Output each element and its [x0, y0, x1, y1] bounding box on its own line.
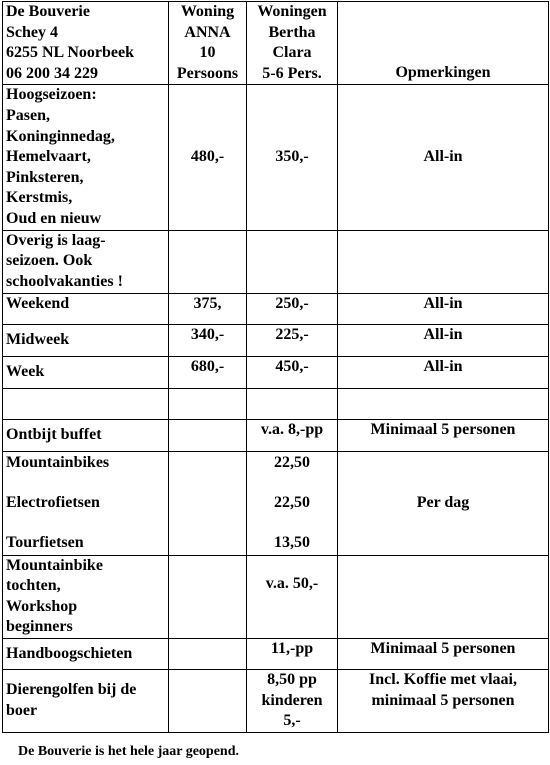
header-anna-line: 10 [199, 44, 216, 62]
label-line: Kerstmis, [6, 189, 73, 207]
header-row [3, 2, 549, 85]
weekend-label: Weekend [3, 293, 169, 324]
price-bertha: 350,- [247, 85, 338, 230]
dierengolfen-label [3, 669, 169, 732]
empty-cell [169, 451, 247, 555]
price-anna: 680,- [169, 356, 247, 388]
label-line: Mountainbikes [6, 453, 110, 471]
remark: Minimaal 5 personen [338, 419, 549, 451]
hoogseizoen-label [3, 85, 169, 230]
empty-cell [338, 230, 549, 293]
remark-line: minimaal 5 personen [371, 691, 515, 709]
remark: All-in [338, 356, 549, 388]
label-line: seizoen. Ook [6, 252, 93, 270]
label-line: Mountainbike [6, 556, 103, 574]
dierengolfen-price [247, 669, 338, 732]
price-line: 8,50 pp [267, 670, 317, 688]
empty-cell [338, 388, 549, 419]
remark-line: Incl. Koffie met vlaai, [369, 670, 517, 688]
header-bertha-clara [247, 2, 338, 85]
empty-cell [169, 388, 247, 419]
remark: Minimaal 5 personen [338, 638, 549, 669]
midweek-label: Midweek [3, 324, 169, 356]
label-line: schoolvakanties ! [6, 272, 123, 290]
row-handboog [3, 638, 549, 669]
label-line: Overig is laag- [6, 231, 106, 249]
price-anna: 480,- [169, 85, 247, 230]
price-bertha: 250,- [247, 293, 338, 324]
empty-cell [169, 555, 247, 638]
dierengolfen-remark [338, 669, 549, 732]
header-bertha-line: Woningen [257, 3, 327, 20]
remark: All-in [338, 293, 549, 324]
price-line: 13,50 [274, 533, 310, 551]
fietsen-prices [247, 451, 338, 555]
footer-note: De Bouverie is het hele jaar geopend. [18, 744, 239, 759]
label-line: Dierengolfen bij de [6, 681, 137, 699]
remark: All-in [338, 324, 549, 356]
price-bertha: v.a. 50,- [247, 555, 338, 638]
address-cell [3, 2, 169, 85]
label-line: Hemelvaart, [6, 148, 91, 166]
label-line: beginners [6, 618, 73, 636]
row-empty [3, 388, 549, 419]
row-overig [3, 230, 549, 293]
label-line: Workshop [6, 597, 78, 615]
header-anna-line: Woning [180, 3, 235, 20]
row-week [3, 356, 549, 388]
price-line: 5,- [283, 712, 301, 730]
price-line: 22,50 [274, 493, 310, 511]
address-street: Schey 4 [6, 23, 58, 41]
label-line: Pasen, [6, 106, 50, 124]
label-line: Koninginnedag, [6, 127, 115, 145]
mtb-tochten-label [3, 555, 169, 638]
address-city: 6255 NL Noorbeek [6, 44, 134, 62]
address-name: De Bouverie [6, 3, 90, 20]
row-midweek [3, 324, 549, 356]
row-hoogseizoen [3, 85, 549, 230]
handboog-label: Handboogschieten [3, 638, 169, 669]
price-bertha: v.a. 8,-pp [247, 419, 338, 451]
price-bertha: 225,- [247, 324, 338, 356]
label-line: Oud en nieuw [6, 209, 102, 227]
empty-cell [247, 230, 338, 293]
empty-cell [169, 230, 247, 293]
week-label: Week [3, 356, 169, 388]
empty-cell [247, 388, 338, 419]
header-anna [169, 2, 247, 85]
remark: Per dag [338, 451, 549, 555]
address-phone: 06 200 34 229 [6, 64, 98, 82]
price-bertha: 450,- [247, 356, 338, 388]
price-bertha: 11,-pp [247, 638, 338, 669]
price-table [2, 1, 549, 733]
row-mtb-tochten [3, 555, 549, 638]
label-line: Pinksteren, [6, 168, 84, 186]
header-bertha-line: Bertha [268, 23, 316, 41]
price-line: 22,50 [274, 453, 310, 471]
price-line: kinderen [261, 691, 323, 709]
price-anna: 340,- [169, 324, 247, 356]
empty-cell [3, 388, 169, 419]
label-line: tochten, [6, 577, 61, 595]
header-anna-line: ANNA [184, 23, 231, 41]
row-weekend [3, 293, 549, 324]
header-bertha-line: Clara [272, 44, 312, 62]
label-line: Tourfietsen [6, 533, 84, 551]
remark: All-in [338, 85, 549, 230]
empty-cell [338, 555, 549, 638]
empty-cell [169, 638, 247, 669]
overig-label [3, 230, 169, 293]
row-fietsen [3, 451, 549, 555]
label-line: Electrofietsen [6, 493, 100, 511]
empty-cell [169, 669, 247, 732]
empty-cell [169, 419, 247, 451]
header-bertha-line: 5-6 Pers. [262, 64, 322, 82]
header-remarks: Opmerkingen [338, 2, 549, 85]
row-dierengolfen [3, 669, 549, 732]
fietsen-labels [3, 451, 169, 555]
ontbijt-label: Ontbijt buffet [3, 419, 169, 451]
price-anna: 375, [169, 293, 247, 324]
row-ontbijt [3, 419, 549, 451]
header-anna-line: Persoons [176, 64, 239, 82]
label-line: boer [6, 701, 38, 719]
label-line: Hoogseizoen: [6, 86, 97, 104]
